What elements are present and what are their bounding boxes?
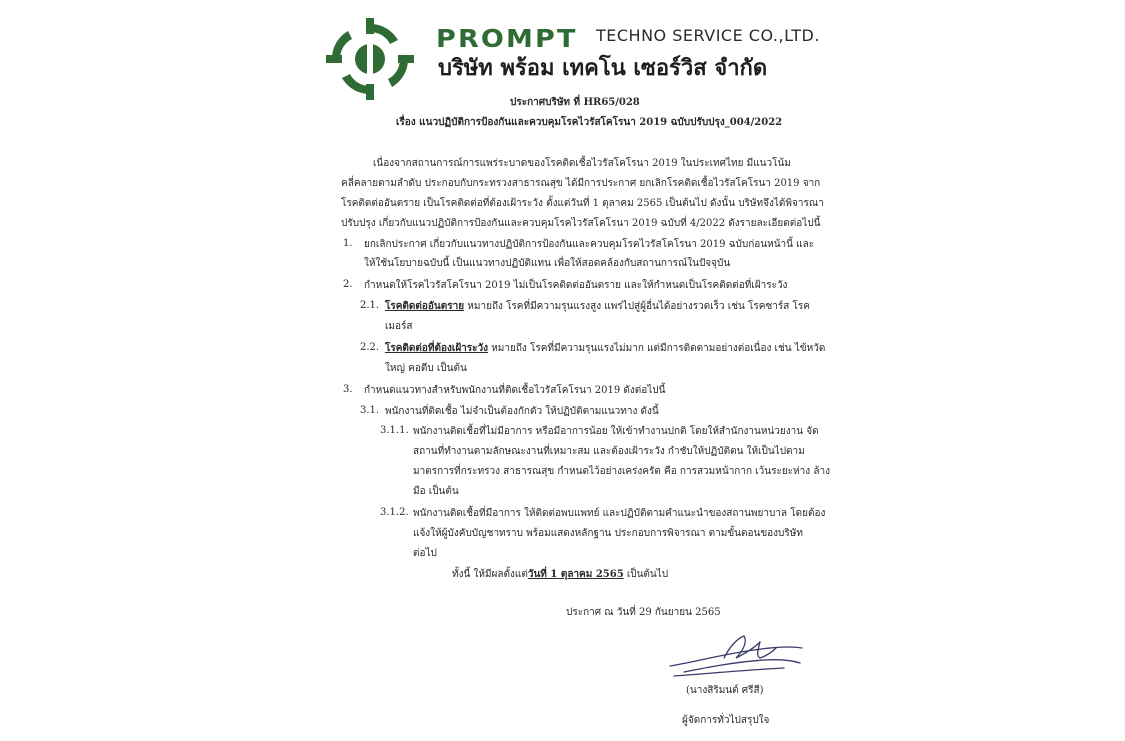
subsubitem-line: พนักงานติดเชื้อที่มีอาการ ให้ติดต่อพบแพทย์ และปฏิบัติตามคำแนะนำของสถานพยาบาล โดยต้อง [413,508,826,519]
company-logo-icon [326,18,414,100]
item-line: ยกเลิกประกาศ เกี่ยวกับแนวทางปฏิบัติการป้องกันและควบคุมโรคไวรัสโคโรนา 2019 ฉบับก่อนหน้านี้ และ [364,239,815,250]
subitem-line: เมอร์ส [385,321,413,332]
item-line: กำหนดให้โรคไวรัสโคโรนา 2019 ไม่เป็นโรคติดต่ออันตราย และให้กำหนดเป็นโรคติดต่อที่เฝ้าระวัง [364,280,788,291]
effective-suffix: เป็นต้นไป [623,569,669,580]
item-number: 3. [343,384,353,395]
effective-date: วันที่ 1 ตุลาคม 2565 [527,569,624,580]
defined-term: โรคติดต่ออันตราย [385,301,465,312]
subsubitem-line: มาตรการที่กระทรวง สาธารณสุข กำหนดไว้อย่างเคร่งครัด คือ การสวมหน้ากาก เว้นระยะห่าง ล้าง [413,466,830,477]
signatory-name: (นางสิริมนต์ ศรีสี) [686,685,764,696]
subitem-line [385,342,825,355]
effective-prefix: ทั้งนี้ ให้มีผลตั้งแต่ [452,569,528,580]
company-name-en: TECHNO SERVICE CO.,LTD. [596,26,820,45]
signatory-title: ผู้จัดการทั่วไปสรุปใจ [682,715,770,726]
item-number: 1. [343,238,353,249]
brand-name: PROMPT [436,24,578,53]
announcement-number: ประกาศบริษัท ที่ HR65/028 [510,97,640,108]
item-line: กำหนดแนวทางสำหรับพนักงานที่ติดเชื้อไวรัสโคโรนา 2019 ดังต่อไปนี้ [364,385,666,396]
effective-date-line [452,568,668,581]
document-subject: เรื่อง แนวปฏิบัติการป้องกันและควบคุมโรคไวรัสโคโรนา 2019 ฉบับปรับปรุง_004/2022 [396,117,783,128]
subsubitem-line: ต่อไป [413,548,437,559]
intro-line: ปรับปรุง เกี่ยวกับแนวปฏิบัติการป้องกันและควบคุมโรคไวรัสโคโรนา 2019 ฉบับที่ 4/2022 ดังรายละเอียดต่อไปนี้ [341,218,821,229]
subsubitem-number: 3.1.1. [380,425,409,436]
intro-line: โรคติดต่ออันตราย เป็นโรคติดต่อที่ต้องเฝ้าระวัง ตั้งแต่วันที่ 1 ตุลาคม 2565 เป็นต้นไป ดังนั้น บริษัทจึงได้พิจารณา [341,198,824,209]
defined-term: โรคติดต่อที่ต้องเฝ้าระวัง [385,343,489,354]
definition-text: หมายถึง โรคที่มีความรุนแรงสูง แพร่ไปสู่ผู้อื่นได้อย่างรวดเร็ว เช่น โรคซาร์ส โรค [464,301,810,312]
intro-line: คลี่คลายตามลำดับ ประกอบกับกระทรวงสาธารณสุข ได้มีการประกาศ ยกเลิกโรคติดเชื้อไวรัสโคโรนา 2019 จาก [341,178,821,189]
item-line: ให้ใช้นโยบายฉบับนี้ เป็นแนวทางปฏิบัติแทน เพื่อให้สอดคล้องกับสถานการณ์ในปัจจุบัน [364,258,731,269]
subitem-number: 3.1. [360,405,380,416]
subsubitem-line: พนักงานติดเชื้อที่ไม่มีอาการ หรือมีอาการน้อย ให้เข้าทำงานปกติ โดยให้สำนักงานหน่วยงาน จัด [413,426,819,437]
item-number: 2. [343,279,353,290]
announced-date: ประกาศ ณ วันที่ 29 กันยายน 2565 [566,607,721,618]
subsubitem-line: มือ เป็นต้น [413,486,459,497]
subitem-line: พนักงานที่ติดเชื้อ ไม่จำเป็นต้องกักตัว ให้ปฏิบัติตามแนวทาง ดังนี้ [385,406,659,417]
subitem-line [385,300,810,313]
handwritten-signature-icon [664,632,806,682]
intro-line: เนื่องจากสถานการณ์การแพร่ระบาดของโรคติดเชื้อไวรัสโคโรนา 2019 ในประเทศไทย มีแนวโน้ม [373,158,791,169]
subitem-number: 2.2. [360,342,380,353]
subsubitem-number: 3.1.2. [380,507,409,518]
company-name-th: บริษัท พร้อม เทคโน เซอร์วิส จำกัด [438,56,768,81]
definition-text: หมายถึง โรคที่มีความรุนแรงไม่มาก แต่มีการติดตามอย่างต่อเนื่อง เช่น ไข้หวัด [488,343,826,354]
subsubitem-line: สถานที่ทำงานตามลักษณะงานที่เหมาะสม และต้องเฝ้าระวัง กำชับให้ปฏิบัติตน ให้เป็นไปตาม [413,446,805,457]
subsubitem-line: แจ้งให้ผู้บังคับบัญชาทราบ พร้อมแสดงหลักฐาน ประกอบการพิจารณา ตามขั้นตอนของบริษัท [413,528,803,539]
subitem-number: 2.1. [360,300,380,311]
subitem-line: ใหญ่ คอตีบ เป็นต้น [385,363,467,374]
